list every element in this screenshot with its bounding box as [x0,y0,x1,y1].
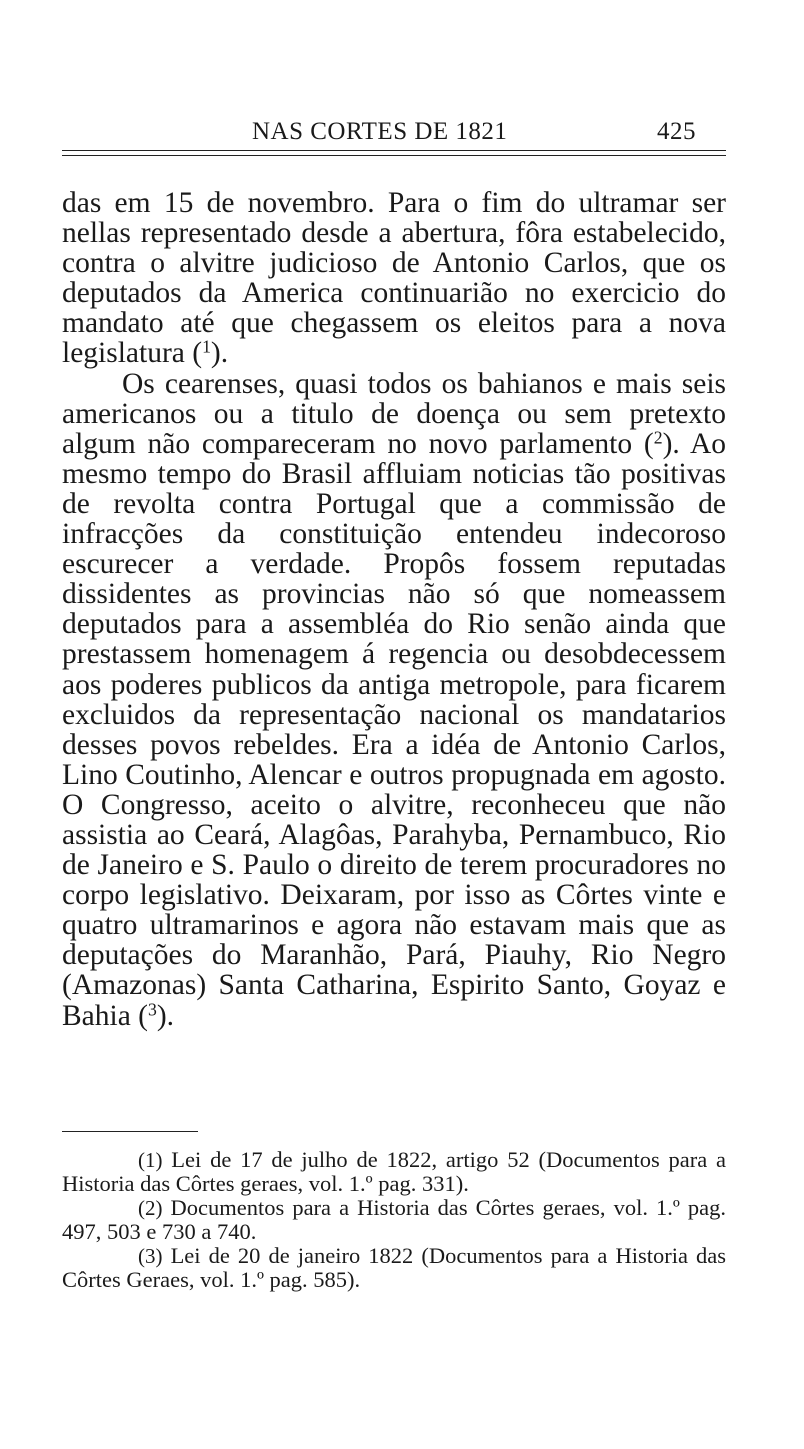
footnote-1-text: Lei de 17 de julho de 1822, artigo 52 (Documentos para a Historia das Côrtes geraes, vol. 1.º pag. 331). [62,1147,726,1196]
header-rule-lower [62,155,726,156]
paragraph-2 [62,369,726,1031]
footnotes [62,1148,726,1292]
footnote-3 [62,1244,726,1292]
book-page [62,0,726,1449]
paragraph-1-text: das em 15 de novembro. Para o fim do ultramar ser nellas representado desde a abertura, fôra estabelecido, contra o alvitre judicioso de Antonio Carlos, que os deputados da America continuarião no exercicio do mandato até que chegassem os eleitos para a nova legislatura ( [62,187,726,370]
footnote-1-mark: (1) [138,1148,163,1172]
footnote-ref-3: 3 [148,998,157,1019]
running-title: NAS CORTES DE 1821 [252,118,508,145]
footnote-3-mark: (3) [138,1244,163,1268]
footnote-1 [62,1148,726,1196]
paragraph-1-close: ). [210,337,229,370]
paragraph-2-text-b: ). Ao mesmo tempo do Brasil affluiam noticias tão positivas de revolta contra Portugal que a commissão de infracções da constituição entendeu indecoroso escurecer a verdade. Propôs fossem reputadas dissidentes as provincias não só que nomeassem deputados para a assembléa do Rio senão ainda que prestassem homenagem á regencia ou desobdecessem aos poderes publicos da antiga metropole, para ficarem excluidos da representação nacional os mandatarios desses povos rebeldes. Era a idéa de Antonio Carlos, Lino Coutinho, Alencar e outros propugnada em agosto. O Congresso, aceito o alvitre, reconheceu que não assistia ao Ceará, Alagôas, Parahyba, Pernambuco, Rio de Janeiro e S. Paulo o direito de terem procuradores no corpo legislativo. Deixaram, por isso as Côrtes vinte e quatro ultramarinos e agora não estavam mais que as deputações do Maranhão, Pará, Piauhy, Rio Negro (Amazonas) Santa Catharina, Espirito Santo, Goyaz e Bahia ( [62,427,726,1032]
footnote-ref-1: 1 [202,336,211,357]
paragraph-2-close: ). [156,999,175,1032]
footnote-2 [62,1196,726,1244]
running-head [62,116,726,150]
footnote-ref-2: 2 [653,427,663,448]
paragraph-2-text-a: Os cearenses, quasi todos os bahianos e mais seis americanos ou a titulo de doença ou sem pretexto algum não compareceram no novo parlamento ( [62,367,726,460]
paragraph-1 [62,188,726,369]
page-number: 425 [657,118,696,145]
footnote-3-text: Lei de 20 de janeiro 1822 (Documentos para a Historia das Côrtes Geraes, vol. 1.º pag. 585). [62,1243,726,1292]
footnote-separator [62,1131,198,1132]
body-text [62,188,726,1031]
footnote-2-text: Documentos para a Historia das Côrtes geraes, vol. 1.º pag. 497, 503 e 730 a 740. [62,1195,726,1244]
footnote-2-mark: (2) [138,1196,163,1220]
header-rule-upper [62,150,726,151]
